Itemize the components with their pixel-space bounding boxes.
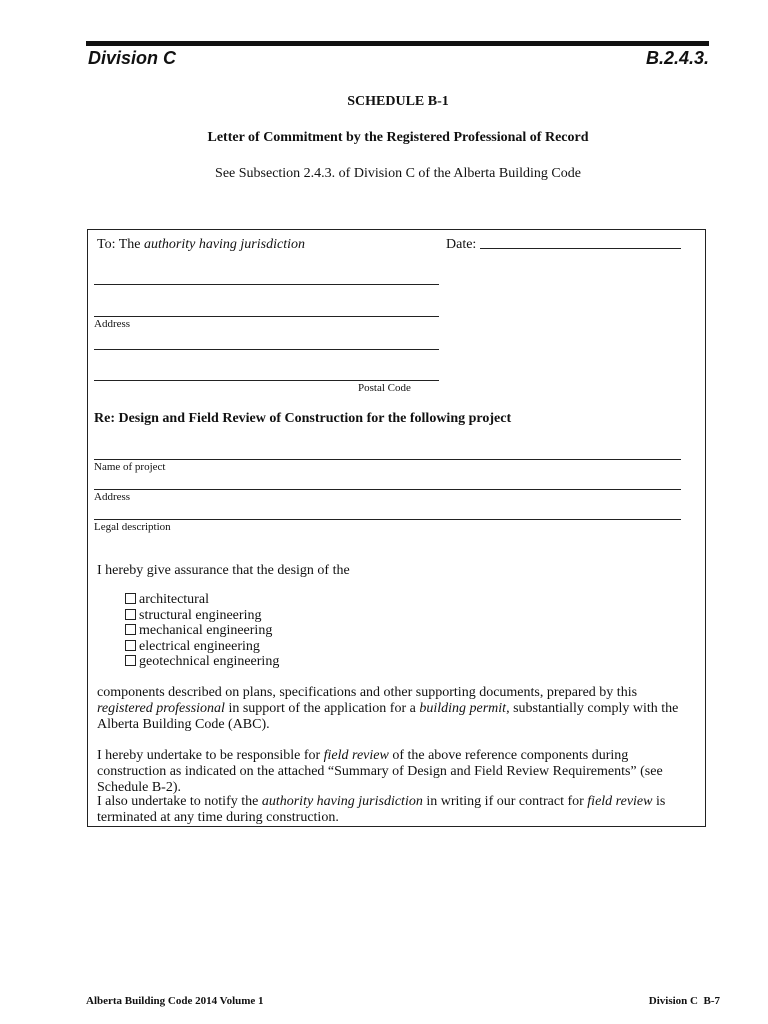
- para1-text: , substantially comply with the Alberta Building Code (ABC).: [97, 701, 679, 732]
- checkbox[interactable]: [125, 624, 136, 635]
- para3-text: is terminated at any time during construction.: [97, 794, 666, 825]
- to-term: authority having jurisdiction: [143, 237, 305, 252]
- division-label: Division C: [88, 48, 177, 68]
- para3-term-authority: authority having jurisdiction: [261, 794, 423, 809]
- schedule-title: SCHEDULE B-1: [347, 94, 449, 109]
- discipline-checklist: [125, 592, 279, 670]
- re-heading: Re: Design and Field Review of Construction for the following project: [94, 411, 512, 426]
- project-address-field[interactable]: [94, 489, 681, 490]
- to-prefix: To: The: [97, 237, 144, 252]
- para3-text: in writing if our contract for: [422, 794, 588, 809]
- design-compliance-paragraph: [97, 685, 695, 733]
- para2-text: of the above reference components during construction as indicated on the attached “Summary of Design and Field Review Requirements” (see Schedule B-2).: [97, 748, 663, 795]
- para1-term-building-permit: building permit: [419, 701, 507, 716]
- address-label: Address: [94, 318, 131, 330]
- para1-text: in support of the application for a: [224, 701, 420, 716]
- to-line: [97, 236, 305, 253]
- notification-paragraph: [97, 794, 695, 826]
- date-label: Date:: [446, 237, 477, 252]
- project-name-label: Name of project: [94, 461, 166, 473]
- checkbox-row-electrical[interactable]: [125, 639, 279, 655]
- checkbox-label: structural engineering: [139, 607, 262, 623]
- para1-text: components described on plans, specifications and other supporting documents, prepared by this: [97, 685, 638, 700]
- checkbox-label: mechanical engineering: [139, 623, 273, 638]
- project-address-label: Address: [94, 491, 131, 503]
- para2-term-field-review: field review: [323, 748, 389, 763]
- footer-page-number: Division C B-7: [648, 995, 720, 1007]
- para2-text: I hereby undertake to be responsible for: [97, 748, 324, 763]
- checkbox-row-structural[interactable]: [125, 608, 279, 624]
- header-rule: [86, 41, 709, 46]
- checkbox-label: geotechnical engineering: [139, 654, 280, 669]
- postal-code-field[interactable]: [94, 380, 439, 381]
- recipient-address-line2-field[interactable]: [94, 349, 439, 350]
- postal-code-label: Postal Code: [358, 382, 411, 394]
- section-number: B.2.4.3.: [645, 48, 709, 68]
- checkbox-row-architectural[interactable]: [125, 592, 279, 608]
- checkbox-label: architectural: [139, 592, 209, 607]
- field-review-paragraph: [97, 748, 697, 796]
- checkbox-row-geotechnical[interactable]: [125, 654, 279, 670]
- checkbox[interactable]: [125, 640, 136, 651]
- legal-description-field[interactable]: [94, 519, 681, 520]
- para3-term-field-review: field review: [587, 794, 653, 809]
- project-name-field[interactable]: [94, 459, 681, 460]
- checkbox-label: electrical engineering: [139, 638, 260, 654]
- schedule-subtitle: Letter of Commitment by the Registered Professional of Record: [207, 130, 589, 145]
- legal-description-label: Legal description: [94, 521, 171, 533]
- code-reference: See Subsection 2.4.3. of Division C of the Alberta Building Code: [215, 166, 581, 181]
- assurance-intro: I hereby give assurance that the design of the: [97, 563, 350, 578]
- recipient-name-field[interactable]: [94, 284, 439, 285]
- para3-text: I also undertake to notify the: [97, 794, 262, 809]
- footer-publication: Alberta Building Code 2014 Volume 1: [86, 995, 264, 1007]
- para1-term-registered-professional: registered professional: [97, 701, 225, 716]
- recipient-address-field[interactable]: [94, 316, 439, 317]
- checkbox[interactable]: [125, 609, 136, 620]
- checkbox[interactable]: [125, 593, 136, 604]
- date-field[interactable]: [480, 248, 681, 249]
- checkbox[interactable]: [125, 655, 136, 666]
- commitment-form: [87, 229, 706, 827]
- checkbox-row-mechanical[interactable]: [125, 623, 279, 639]
